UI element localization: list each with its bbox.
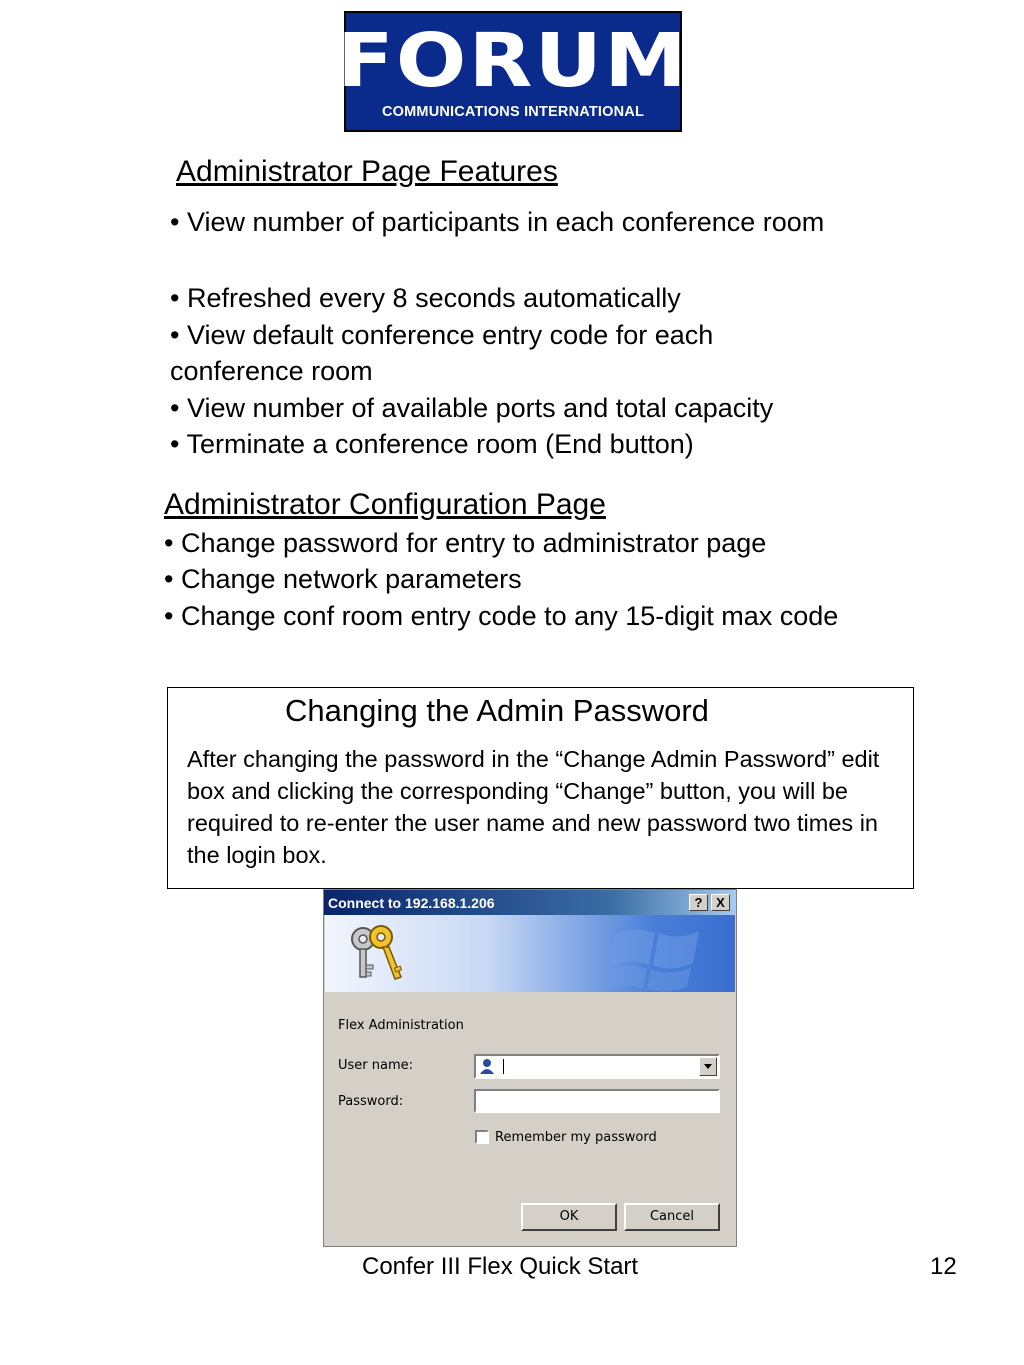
user-icon: [479, 1058, 495, 1075]
config-heading: Administrator Configuration Page: [164, 488, 606, 521]
password-field[interactable]: [474, 1089, 720, 1113]
username-label: User name:: [338, 1058, 414, 1073]
chevron-down-icon: [700, 1058, 716, 1075]
features-bullet-1: • View number of participants in each conference room: [170, 207, 825, 237]
logo-wordmark: FORUM: [337, 18, 689, 104]
logo-subtitle: COMMUNICATIONS INTERNATIONAL: [381, 104, 644, 120]
dialog-titlebar[interactable]: [324, 890, 736, 915]
info-box: [167, 687, 914, 889]
help-button[interactable]: ?: [689, 894, 708, 911]
dialog-banner: [325, 915, 735, 992]
features-heading: Administrator Page Features: [176, 155, 558, 188]
page-number: 12: [930, 1253, 957, 1280]
realm-label: Flex Administration: [338, 1018, 464, 1033]
footer-title: Confer III Flex Quick Start: [362, 1253, 639, 1280]
cancel-button[interactable]: Cancel: [624, 1203, 720, 1231]
ok-button[interactable]: OK: [521, 1203, 617, 1231]
info-box-title: Changing the Admin Password: [285, 693, 709, 728]
forum-logo: [337, 11, 689, 132]
keys-icon: [343, 923, 405, 985]
windows-watermark-icon: [595, 915, 715, 992]
remember-password-label[interactable]: Remember my password: [495, 1130, 657, 1145]
features-bullet-5: • Terminate a conference room (End button): [170, 429, 694, 459]
close-button[interactable]: X: [711, 894, 730, 911]
password-label: Password:: [338, 1094, 404, 1109]
config-bullet-1: • Change password for entry to administrator page: [164, 528, 767, 558]
features-bullet-4: • View number of available ports and total capacity: [170, 393, 774, 423]
features-bullet-3: • View default conference entry code for each conference room: [170, 320, 714, 386]
config-bullet-2: • Change network parameters: [164, 564, 522, 594]
config-bullet-3: • Change conf room entry code to any 15-digit max code: [164, 601, 839, 631]
info-box-body: After changing the password in the “Change Admin Password” edit box and clicking the corresponding “Change” button, you will be required to re-enter the user name and new password two times in the login box.: [187, 746, 880, 868]
remember-password-checkbox[interactable]: [475, 1130, 489, 1144]
features-bullet-2: • Refreshed every 8 seconds automatically: [170, 283, 681, 313]
dialog-title: Connect to 192.168.1.206: [328, 895, 495, 911]
text-caret: [503, 1059, 504, 1074]
username-dropdown-button[interactable]: [699, 1057, 717, 1076]
connect-dialog: [323, 889, 737, 1247]
username-combobox[interactable]: [474, 1054, 720, 1079]
